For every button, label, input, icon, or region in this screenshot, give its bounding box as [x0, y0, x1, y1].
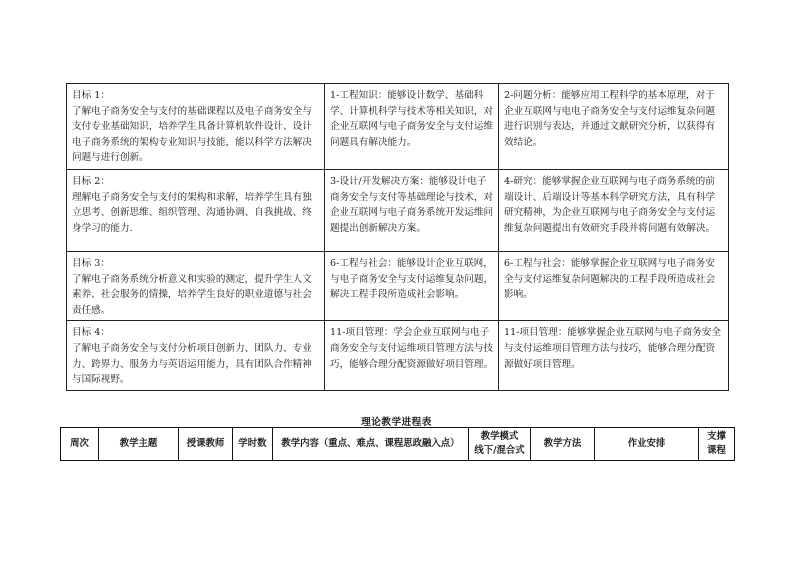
- header-topic: 教学主题: [99, 428, 179, 461]
- table-row: [67, 321, 729, 391]
- objective-title: 目标 2：: [72, 176, 110, 187]
- header-teaching-mode-line2: 线下/混合式: [474, 445, 525, 456]
- header-hours: 学时数: [233, 428, 273, 461]
- header-week: 周次: [61, 428, 99, 461]
- objective-description: 理解电子商务安全与支付的架构和求解，培养学生具有独立思考、创新思维、组织管理、沟通协调、自我挑战、终身学习的能力.: [72, 191, 312, 234]
- objective-title: 目标 3：: [72, 258, 110, 269]
- objective-cell: [67, 321, 325, 391]
- graduation-requirement-cell: 1-工程知识：能够设计数学、基础科学、计算机科学与技术等相关知识，对企业互联网与电子商务安全与支付运维问题具有解决能力。: [325, 84, 499, 170]
- header-teaching-mode-line1: 教学模式: [480, 431, 519, 442]
- header-support: [699, 428, 735, 461]
- header-method: 教学方法: [531, 428, 595, 461]
- graduation-requirement-cell: 6-工程与社会：能够掌握企业互联网与电子商务安全与支付运维复杂问题解决的工程手段所造成社会影响。: [499, 252, 729, 321]
- header-teaching-mode: [469, 428, 531, 461]
- objective-description: 了解电子商务系统分析意义和实验的测定，提升学生人文素养、社会服务的情操，培养学生良好的职业道德与社会责任感。: [72, 273, 312, 316]
- header-teacher: 授课教师: [179, 428, 233, 461]
- objective-description: 了解电子商务安全与支付的基础课程以及电子商务安全与支付专业基础知识，培养学生具备计算机软件设计、设计电子商务系统的架构专业知识与技能，能以科学方法解决问题与进行创新。: [72, 105, 312, 164]
- graduation-requirement-cell: 2-问题分析：能够应用工程科学的基本原理，对于企业互联网与电电子商务安全与支付运维复杂问题进行识别与表达，并通过文献研究分析，以获得有效结论。: [499, 84, 729, 170]
- graduation-requirement-cell: 4-研究：能够掌握企业互联网与电子商务系统的前端设计、后端设计等基本科学研究方法，具有科学研究精神，为企业互联网与电子商务安全与支付运维复杂问题提出有效研究手段并将问题有效解决。: [499, 170, 729, 252]
- graduation-requirement-cell: 11-项目管理：能够掌握企业互联网与电子商务安全与支付运维项目管理方法与技巧，能够合理分配资源做好项目管理。: [499, 321, 729, 391]
- graduation-requirement-cell: 3-设计/开发解决方案：能够设计电子商务安全与支付等基础理论与技术，对企业互联网与电子商务系统开发运维问题提出创新解决方案。: [325, 170, 499, 252]
- objective-title: 目标 4：: [72, 327, 110, 339]
- graduation-requirement-cell: 6-工程与社会：能够设计企业互联网，与电子商务安全与支付运维复杂问题，解决工程手段所造成社会影响。: [325, 252, 499, 321]
- objective-cell: [67, 84, 325, 170]
- table-row: [67, 84, 729, 170]
- objective-description: 了解电子商务安全与支付分析项目创新力、团队力、专业力、跨界力、服务力与英语运用能力，具有团队合作精神与国际视野。: [72, 342, 312, 386]
- table-row: [67, 252, 729, 321]
- objective-title: 目标 1：: [72, 90, 110, 101]
- header-homework: 作业安排: [595, 428, 699, 461]
- teaching-schedule-table: [60, 427, 735, 461]
- objective-cell: [67, 252, 325, 321]
- header-support-line1: 支撑: [707, 431, 726, 442]
- course-objectives-table: [66, 83, 729, 391]
- header-content: 教学内容（重点、难点、课程思政融入点）: [273, 428, 469, 461]
- objective-cell: [67, 170, 325, 252]
- schedule-title: 理论教学进程表: [361, 417, 432, 428]
- table-header-row: [61, 428, 735, 461]
- table-row: [67, 170, 729, 252]
- header-support-line2: 课程: [707, 445, 726, 456]
- graduation-requirement-cell: 11-项目管理：学会企业互联网与电子商务安全与支付运维项目管理方法与技巧，能够合理分配资源做好项目管理。: [325, 321, 499, 391]
